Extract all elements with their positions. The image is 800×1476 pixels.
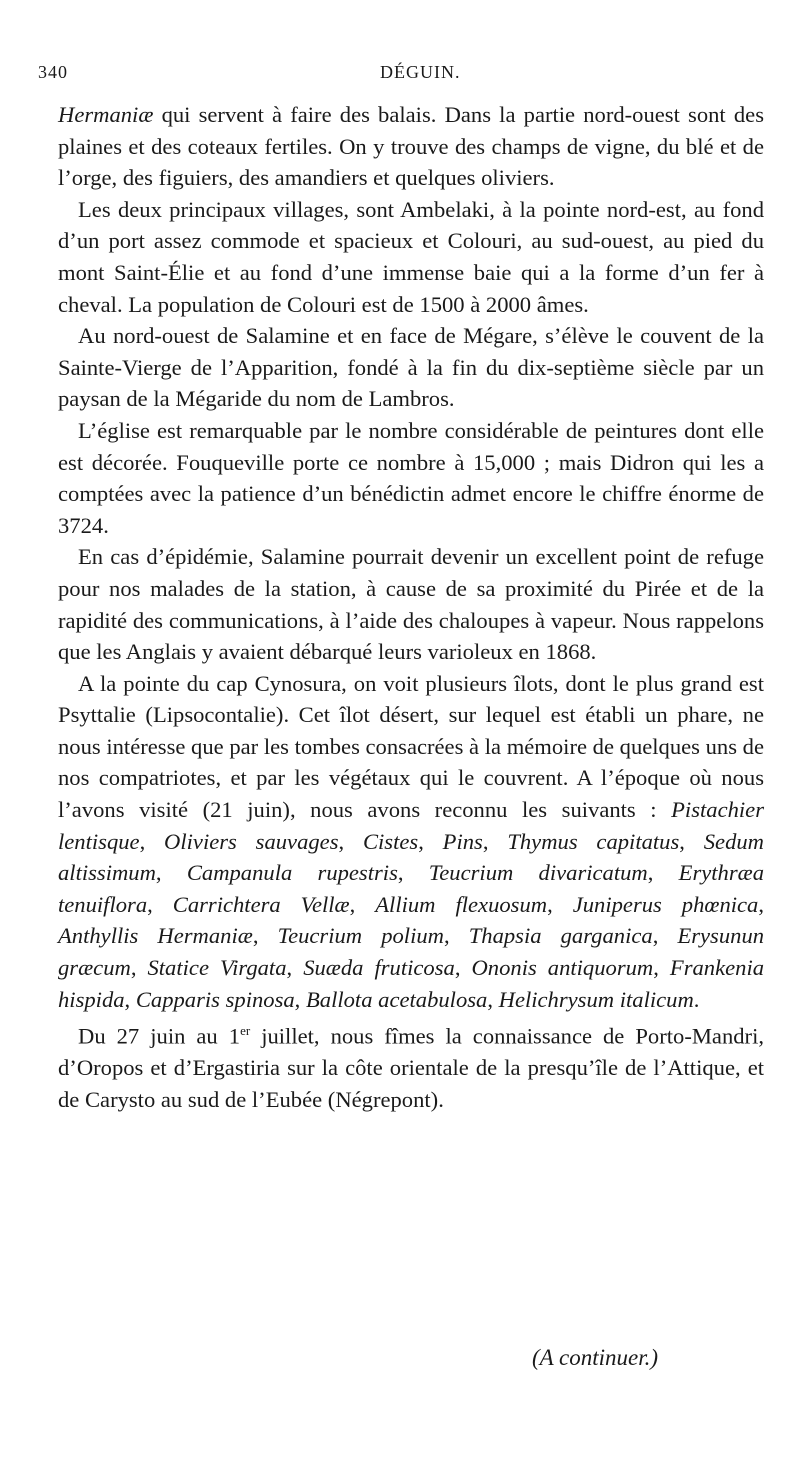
- plant-name: Helichrysum italicum: [498, 986, 694, 1012]
- superscript-er: er: [240, 1023, 251, 1039]
- paragraph-6-text: A la pointe du cap Cynosura, on voit plusieurs îlots, dont le plus grand est Psyttalie (Lipsocontalie). Cet îlot désert, sur lequel est établi un phare, ne nous intéresse que par les tombes consacrées à la mémoire de quelques uns de nos compatriotes, et par les végétaux qui le couvrent. A l’époque où nous l’avons visité (21 juin), nous avons reconnu les suivants :: [58, 670, 764, 823]
- paragraph-1: [58, 99, 764, 194]
- plant-name: Campanula rupestris: [186, 860, 398, 886]
- plant-separator: ,: [443, 923, 469, 949]
- plant-separator: ,: [147, 891, 173, 917]
- running-head-title: DÉGUIN.: [380, 62, 461, 82]
- plant-separator: ,: [653, 955, 670, 981]
- plant-separator: ,: [252, 923, 278, 949]
- plant-name: Capparis spinosa: [135, 986, 295, 1012]
- body-text: [58, 99, 764, 1116]
- paragraph-4: L’église est remarquable par le nombre considérable de peintures dont elle est décorée. Fouqueville porte ce nombre à 15,000 ; mais Didron qui les a comptées avec la patience d’un bénédictin admet encore le chiffre énorme de 3724.: [58, 417, 764, 538]
- paragraph-7-rest: juillet, nous fîmes la connaissance de Porto-Mandri, d’Oropos et d’Ergastiria sur la côte orientale de la presqu’île de l’Attique, et de Carysto au sud de l’Eubée (Négrepont).: [58, 1023, 765, 1112]
- plant-separator: ,: [139, 828, 165, 854]
- plant-name: Frankenia hispida: [58, 955, 765, 1012]
- paragraph-6: [58, 668, 764, 1016]
- plant-list-end: .: [693, 986, 700, 1012]
- plant-name: Sedum altissimum: [58, 828, 764, 886]
- plant-separator: ,: [338, 828, 363, 854]
- plant-name: Oliviers sauvages: [164, 828, 339, 854]
- plant-separator: ,: [418, 828, 443, 854]
- paragraph-5: En cas d’épidémie, Salamine pourrait devenir un excellent point de refuge pour nos malades de la station, à cause de sa proximité du Pirée et de la rapidité des communications, à l’aide des chaloupes à vapeur. Nous rappelons que les Anglais y avaient débarqué leurs varioleux en 1868.: [58, 544, 764, 665]
- paragraph-7-start: Du 27 juin au 1: [78, 1023, 241, 1049]
- plant-name: Pins: [442, 828, 483, 854]
- paragraph-1-text: qui servent à faire des balais. Dans la partie nord-ouest sont des plaines et des coteaux fertiles. On y trouve des champs de vigne, du blé et de l’orge, des figuiers, des amandiers et quelques oliviers.: [58, 102, 764, 191]
- plant-name: Juniperus phœnica: [572, 891, 759, 917]
- plant-separator: ,: [124, 986, 136, 1012]
- plant-name: Ballota acetabulosa: [305, 986, 488, 1012]
- plant-separator: ,: [647, 860, 679, 886]
- plant-separator: ,: [482, 828, 508, 854]
- plant-name-hermaniae: Hermaniæ: [58, 102, 154, 127]
- plant-separator: ,: [286, 955, 304, 981]
- plant-name: Erythræa tenuiflora: [58, 860, 765, 917]
- plant-separator: ,: [758, 891, 765, 917]
- page-number: 340: [38, 62, 68, 82]
- plant-separator: ,: [155, 860, 187, 886]
- plant-separator: ,: [397, 860, 429, 886]
- plant-name: Suæda fruticosa: [303, 955, 455, 981]
- plant-name: Anthyllis Hermaniæ: [58, 923, 253, 949]
- plant-name: Ononis antiquorum: [471, 955, 654, 981]
- running-header: [38, 62, 766, 92]
- plant-name: Teucrium polium: [277, 923, 444, 949]
- plant-name: Pistachier lentisque: [58, 797, 764, 854]
- plant-name: Teucrium divaricatum: [428, 860, 648, 886]
- plant-list: [58, 797, 764, 1012]
- plant-separator: ,: [487, 986, 499, 1012]
- plant-name: Carrichtera Vellæ: [172, 891, 350, 917]
- paragraph-3: Au nord-ouest de Salamine et en face de Mégare, s’élève le couvent de la Sainte-Vierge de l’Apparition, fondé à la fin du dix-septième siècle par un paysan de la Mégaride du nom de Lambros.: [58, 323, 764, 412]
- plant-name: Cistes: [362, 828, 419, 854]
- plant-separator: ,: [547, 891, 573, 917]
- plant-name: Thapsia garganica: [468, 923, 653, 949]
- plant-separator: ,: [349, 891, 376, 917]
- paragraph-2: Les deux principaux villages, sont Ambelaki, à la pointe nord-est, au fond d’un port assez commode et spacieux et Colouri, au sud-ouest, au pied du mont Saint-Élie et au fond d’une immense baie qui a la forme d’un fer à cheval. La population de Colouri est de 1500 à 2000 âmes.: [58, 196, 764, 317]
- plant-separator: ,: [679, 828, 704, 854]
- plant-separator: ,: [454, 955, 472, 981]
- plant-name: Statice Virgata: [147, 955, 287, 981]
- plant-separator: ,: [130, 955, 148, 981]
- plant-separator: ,: [294, 986, 306, 1012]
- plant-name: Thymus capitatus: [507, 828, 680, 854]
- to-be-continued: (A continuer.): [532, 1345, 659, 1370]
- plant-separator: ,: [652, 923, 678, 949]
- plant-name: Allium flexuosum: [375, 891, 548, 917]
- paragraph-7: [58, 1015, 764, 1115]
- plant-name: Erysunun græcum: [58, 923, 765, 981]
